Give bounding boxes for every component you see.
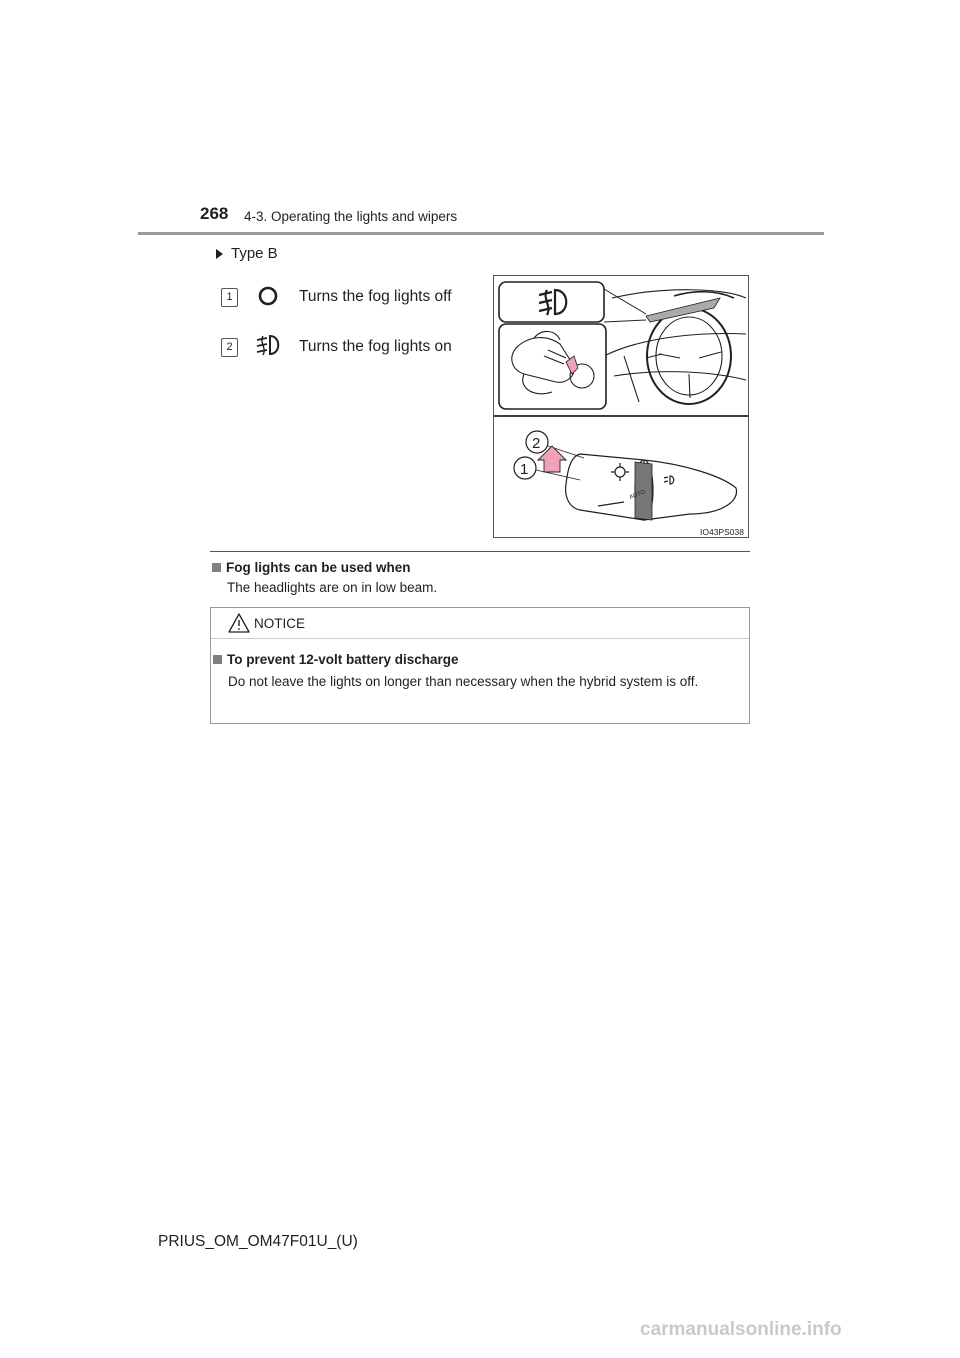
section-separator <box>210 551 750 552</box>
auto-label: AUTO <box>628 489 647 501</box>
notice-body: Do not leave the lights on longer than necessary when the hybrid system is off. <box>228 674 699 689</box>
illustration-code: IO43PS038 <box>700 527 744 537</box>
warning-triangle-icon <box>227 612 251 634</box>
fog-section-heading <box>212 560 411 575</box>
front-fog-light-icon <box>254 333 284 359</box>
item-text-1: Turns the fog lights off <box>299 288 452 305</box>
footer-doc-id: PRIUS_OM_OM47F01U_(U) <box>158 1233 358 1250</box>
fog-switch-illustration <box>493 275 749 538</box>
callout-1: 1 <box>520 461 529 478</box>
watermark: carmanualsonline.info <box>640 1319 842 1340</box>
notice-box <box>210 607 750 724</box>
callout-2: 2 <box>532 435 541 452</box>
header-rule <box>138 232 824 235</box>
fog-section-body: The headlights are on in low beam. <box>227 580 438 595</box>
type-label <box>216 245 278 262</box>
square-bullet-icon <box>212 563 221 572</box>
notice-heading-text: To prevent 12-volt battery discharge <box>227 652 459 667</box>
page-number: 268 <box>200 204 229 223</box>
type-label-text: Type B <box>231 245 278 262</box>
notice-label: NOTICE <box>254 616 306 631</box>
item-text-2: Turns the fog lights on <box>299 338 452 355</box>
square-bullet-icon <box>213 655 222 664</box>
triangle-bullet-icon <box>216 249 223 259</box>
section-title: 4-3. Operating the lights and wipers <box>244 209 458 224</box>
notice-heading <box>213 652 459 667</box>
item-number-2: 2 <box>221 338 238 357</box>
fog-section-heading-text: Fog lights can be used when <box>226 560 411 575</box>
item-number-1: 1 <box>221 288 238 307</box>
light-off-ring-icon <box>257 285 281 309</box>
notice-header <box>211 608 749 639</box>
